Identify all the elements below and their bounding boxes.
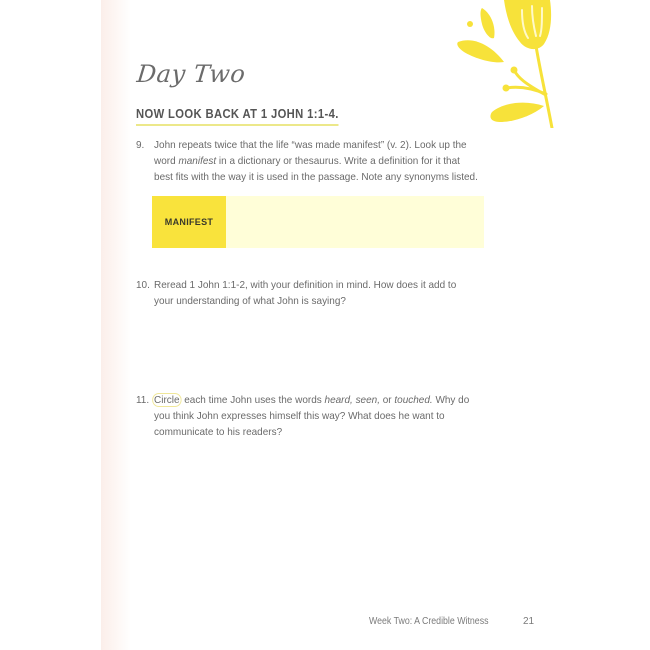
page-gutter-shading xyxy=(101,0,131,650)
question-number: 10. xyxy=(136,279,150,291)
question-text xyxy=(154,392,478,440)
question-text: Reread 1 John 1:1-2, with your definition in mind. How does it add to your understanding of what John is saying? xyxy=(154,279,457,307)
question-text-part: John repeats twice that the life “was made manifest” (v. 2). Look up the word xyxy=(154,139,467,167)
italic-term: manifest xyxy=(178,155,217,167)
question-text-part: Why do you think John expresses himself this way? What does he want to communicate to his readers? xyxy=(154,394,470,438)
running-footer-title: Week Two: A Credible Witness xyxy=(369,616,489,627)
question-number: 9. xyxy=(136,139,145,151)
day-title: Day Two xyxy=(135,60,247,88)
italic-term: touched. xyxy=(394,394,433,406)
question-text-part: in a dictionary or thesaurus. Write a definition for it that best fits with the way it is used in the passage. Note any synonyms listed. xyxy=(154,155,478,183)
yellow-flower-icon xyxy=(452,0,562,128)
italic-term: heard, seen, xyxy=(324,394,380,406)
question-text-part: each time John uses the words xyxy=(181,394,325,406)
question-9 xyxy=(136,137,478,185)
question-text xyxy=(154,137,478,185)
question-11 xyxy=(136,392,478,440)
definition-answer-field[interactable] xyxy=(152,196,484,248)
question-number: 11. xyxy=(136,394,150,406)
section-heading: NOW LOOK BACK AT 1 JOHN 1:1-4. xyxy=(136,107,339,126)
definition-label: MANIFEST xyxy=(152,196,226,248)
workbook-page xyxy=(101,0,650,650)
question-10 xyxy=(136,277,478,309)
circled-word: Circle xyxy=(154,394,180,406)
question-text-part: or xyxy=(379,394,395,406)
page-number: 21 xyxy=(523,616,535,627)
